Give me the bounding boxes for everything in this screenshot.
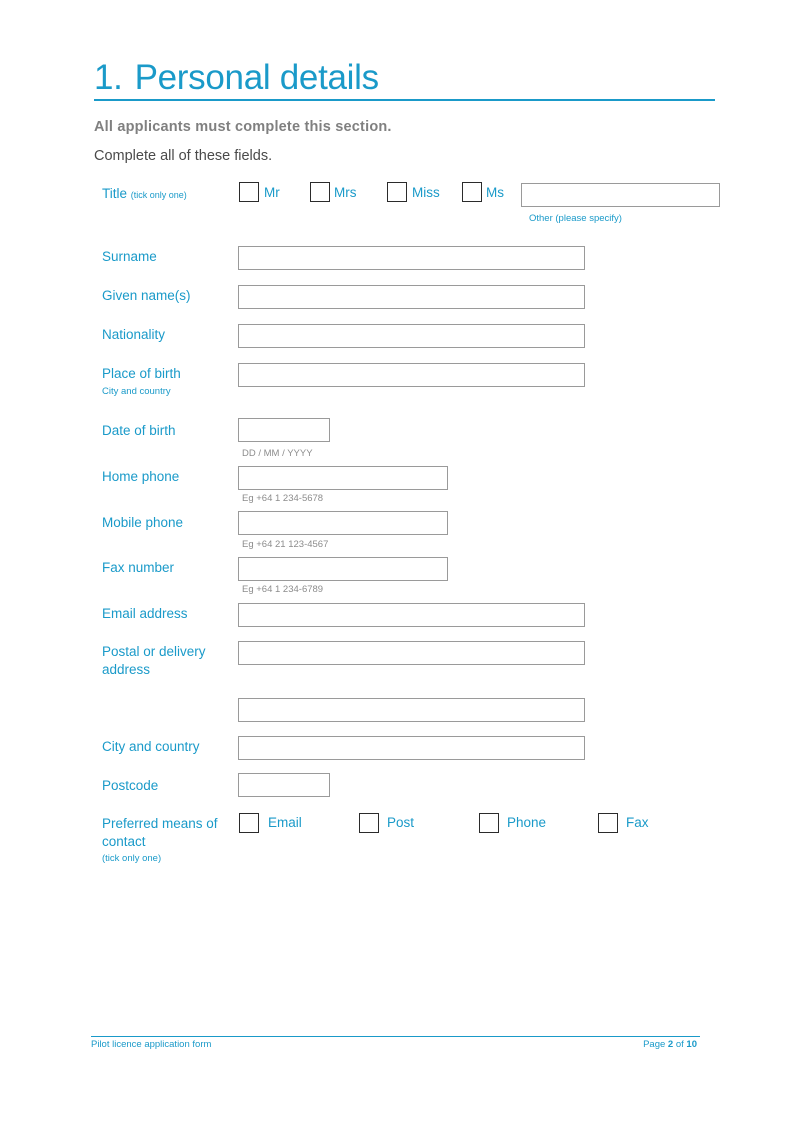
footer-form-name: Pilot licence application form [91, 1039, 212, 1050]
title-other-input[interactable] [521, 183, 720, 207]
postcode-label: Postcode [102, 778, 159, 793]
postal-address-label: Postal or delivery address [102, 644, 206, 677]
title-mr-label: Mr [264, 185, 280, 200]
home-phone-input[interactable] [238, 466, 448, 490]
nationality-label: Nationality [102, 327, 166, 342]
postcode-input[interactable] [238, 773, 330, 797]
mobile-phone-label: Mobile phone [102, 515, 184, 530]
contact-pref-label: Preferred means of contact [102, 816, 218, 849]
title-label-note: (tick only one) [130, 190, 187, 200]
given-names-input[interactable] [238, 285, 585, 309]
fax-number-input[interactable] [238, 557, 448, 581]
nationality-input[interactable] [238, 324, 585, 348]
fax-number-label: Fax number [102, 560, 175, 575]
date-of-birth-hint: DD / MM / YYYY [242, 448, 313, 459]
required-note: All applicants must complete this section. [94, 119, 392, 135]
contact-email-checkbox[interactable] [239, 813, 259, 833]
footer-rule [91, 1036, 700, 1037]
contact-phone-label: Phone [507, 815, 547, 830]
mobile-phone-input[interactable] [238, 511, 448, 535]
title-mr-checkbox[interactable] [239, 182, 259, 202]
contact-post-label: Post [387, 815, 415, 830]
title-mrs-label: Mrs [334, 185, 357, 200]
date-of-birth-label: Date of birth [102, 423, 176, 438]
surname-input[interactable] [238, 246, 585, 270]
instruction-text: Complete all of these fields. [94, 148, 273, 164]
title-miss-label: Miss [412, 185, 440, 200]
given-names-label: Given name(s) [102, 288, 191, 303]
city-country-label: City and country [102, 739, 200, 754]
mobile-phone-hint: Eg +64 21 123-4567 [242, 539, 329, 550]
title-ms-label: Ms [486, 185, 504, 200]
home-phone-label: Home phone [102, 469, 180, 484]
section-number: 1. [94, 58, 123, 97]
city-country-input[interactable] [238, 736, 585, 760]
contact-fax-checkbox[interactable] [598, 813, 618, 833]
footer-page-number: Page 2 of 10 [643, 1039, 697, 1050]
place-of-birth-input[interactable] [238, 363, 585, 387]
heading-rule [94, 99, 715, 101]
title-ms-checkbox[interactable] [462, 182, 482, 202]
email-label: Email address [102, 606, 188, 621]
date-of-birth-input[interactable] [238, 418, 330, 442]
contact-post-checkbox[interactable] [359, 813, 379, 833]
title-other-caption: Other (please specify) [529, 213, 622, 224]
contact-phone-checkbox[interactable] [479, 813, 499, 833]
postal-address-input-line2[interactable] [238, 698, 585, 722]
contact-email-label: Email [268, 815, 302, 830]
surname-label: Surname [102, 249, 157, 264]
postal-address-input-line1[interactable] [238, 641, 585, 665]
email-input[interactable] [238, 603, 585, 627]
contact-pref-note: (tick only one) [102, 853, 162, 864]
title-label: Title (tick only one) [102, 186, 187, 201]
title-mrs-checkbox[interactable] [310, 182, 330, 202]
place-of-birth-label: Place of birth [102, 366, 181, 381]
place-of-birth-sub: City and country [102, 386, 171, 397]
section-heading [94, 58, 379, 98]
home-phone-hint: Eg +64 1 234-5678 [242, 493, 324, 504]
section-title: Personal details [134, 58, 379, 97]
fax-number-hint: Eg +64 1 234-6789 [242, 584, 324, 595]
contact-fax-label: Fax [626, 815, 649, 830]
title-miss-checkbox[interactable] [387, 182, 407, 202]
